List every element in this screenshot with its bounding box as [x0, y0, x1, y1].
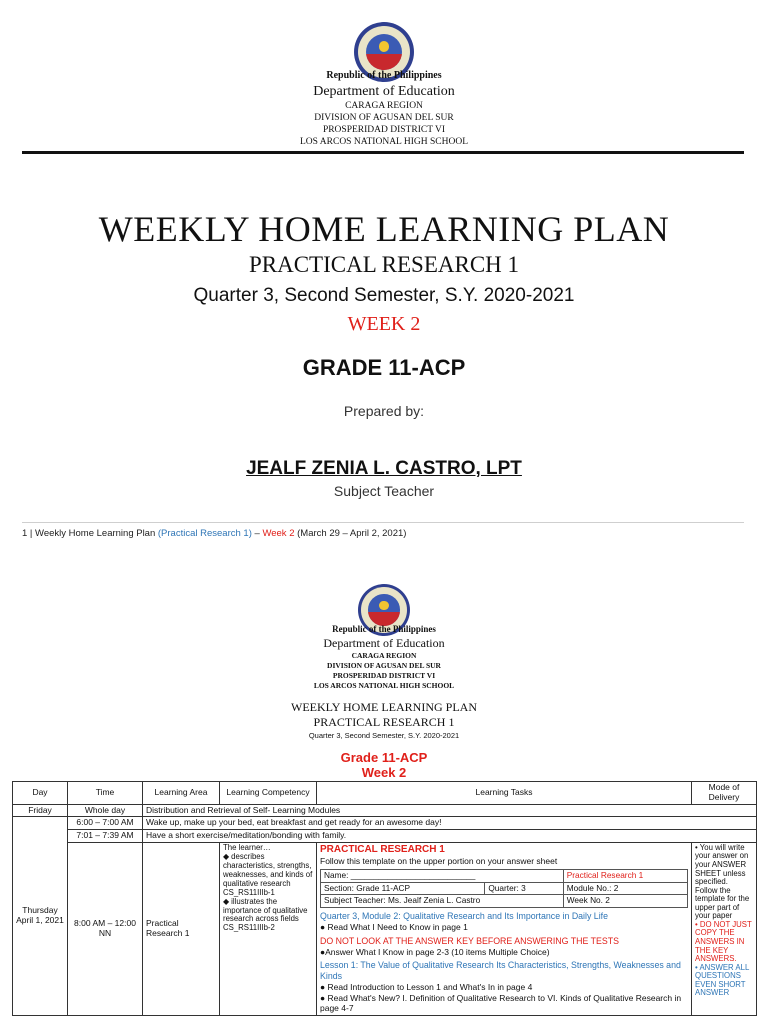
table-row: [13, 804, 757, 817]
department-label-2: Department of Education: [323, 636, 445, 650]
region-label-2: CARAGA REGION: [351, 651, 417, 660]
task-read-1: ● Read What I Need to Know in page 1: [320, 921, 468, 932]
friday-task: Distribution and Retrieval of Self- Learning Modules: [143, 804, 757, 817]
main-time: 8:00 AM – 12:00 NN: [68, 842, 143, 1015]
district-label: PROSPERIDAD DISTRICT VI: [322, 125, 446, 135]
footer-week: Week 2: [262, 528, 295, 539]
template-subject: Practical Research 1: [563, 870, 687, 883]
plan-title-2: WEEKLY HOME LEARNING PLAN: [291, 700, 477, 714]
footer-subject: (Practical Research 1): [157, 528, 252, 539]
footer-dates: (March 29 – April 2, 2021): [294, 528, 407, 539]
header-day: Day: [13, 782, 68, 805]
delivery-note-2: Follow the template for the upper part of your paper: [695, 885, 750, 921]
competency-item-1: ◆ describes characteristics, strengths, weaknesses, and kinds of qualitative research: [223, 851, 313, 888]
main-tasks: [317, 842, 692, 1015]
main-delivery: [692, 842, 757, 1015]
district-label-2: PROSPERIDAD DISTRICT VI: [332, 671, 436, 680]
table-header-row: [13, 782, 757, 805]
delivery-note-1: • You will write your answer on your ANSWER SHEET unless specified.: [695, 842, 749, 887]
header-learning-competency: Learning Competency: [220, 782, 317, 805]
republic-label-2: Republic of the Philippines: [332, 624, 436, 634]
morning2-time: 7:01 – 7:39 AM: [68, 830, 143, 843]
answer-sheet-template: [320, 869, 688, 908]
morning1-task: Wake up, make up your bed, eat breakfast and get ready for an awesome day!: [143, 817, 757, 830]
department-label: Department of Education: [313, 84, 455, 99]
morning2-task: Have a short exercise/meditation/bonding with family.: [143, 830, 757, 843]
delivery-note-4: • ANSWER ALL QUESTIONS EVEN SHORT ANSWER: [695, 962, 750, 998]
week-label-2: Week 2: [361, 765, 407, 780]
division-label-2: DIVISION OF AGUSAN DEL SUR: [327, 661, 441, 670]
task-title: PRACTICAL RESEARCH 1: [320, 843, 445, 855]
module-title: Quarter 3, Module 2: Qualitative Research and Its Importance in Daily Life: [320, 910, 608, 921]
template-section: Section: Grade 11-ACP: [321, 882, 485, 895]
header-learning-tasks: Learning Tasks: [317, 782, 692, 805]
header-divider: [22, 151, 744, 154]
template-quarter: Quarter: 3: [485, 882, 563, 895]
footer-prefix: 1 | Weekly Home Learning Plan: [22, 528, 158, 539]
template-week: Week No. 2: [563, 895, 687, 908]
week-label: WEEK 2: [347, 313, 421, 335]
template-name: Name: ___________________________: [321, 870, 564, 883]
answer-key-warning: DO NOT LOOK AT THE ANSWER KEY BEFORE ANSWERING THE TESTS: [320, 935, 619, 946]
prepared-by-label: Prepared by:: [343, 403, 425, 419]
subject-title: PRACTICAL RESEARCH 1: [248, 252, 520, 277]
task-read-2: ● Read Introduction to Lesson 1 and What's In in page 4: [320, 981, 533, 992]
competency-item-2: ◆ illustrates the importance of qualitative research across fields: [223, 896, 308, 924]
friday-day: Friday: [13, 804, 68, 817]
table-row: [13, 830, 757, 843]
grade-label-2: Grade 11-ACP: [340, 750, 428, 765]
quarter-label-2: Quarter 3, Second Semester, S.Y. 2020-2021: [308, 731, 460, 740]
competency-intro: The learner…: [223, 842, 271, 852]
competency-code-2: CS_RS11IIIb-2: [223, 923, 275, 933]
footer-dash: –: [251, 528, 263, 539]
plan-title: WEEKLY HOME LEARNING PLAN: [98, 209, 670, 249]
delivery-note-3: • DO NOT JUST COPY THE ANSWERS IN THE KEY ANSWERS.: [695, 919, 752, 964]
task-read-3: ● Read What's New? I. Definition of Qualitative Research to VI. Kinds of Qualitative Research in page 4-7: [320, 993, 682, 1014]
footer-divider: [22, 522, 744, 523]
school-label: LOS ARCOS NATIONAL HIGH SCHOOL: [299, 137, 469, 147]
template-teacher: Subject Teacher: Ms. Jealf Zenia L. Castro: [321, 895, 564, 908]
header-time: Time: [68, 782, 143, 805]
lesson-1-title: Lesson 1: The Value of Qualitative Research Its Characteristics, Strengths, Weaknesses and Kinds: [320, 960, 681, 981]
region-label: CARAGA REGION: [345, 101, 423, 111]
task-follow-note: Follow this template on the upper portion on your answer sheet: [320, 856, 558, 867]
school-label-2: LOS ARCOS NATIONAL HIGH SCHOOL: [313, 681, 455, 690]
template-module: Module No.: 2: [563, 882, 687, 895]
learning-plan-table: [12, 781, 757, 1016]
header-mode-of-delivery: Mode of Delivery: [692, 782, 757, 805]
morning1-time: 6:00 – 7:00 AM: [68, 817, 143, 830]
main-area: Practical Research 1: [143, 842, 220, 1015]
friday-time: Whole day: [68, 804, 143, 817]
main-day-text: Thursday April 1, 2021: [16, 905, 64, 926]
competency-code-1: CS_RS11IIIb-1: [223, 887, 275, 897]
table-row: [13, 817, 757, 830]
republic-label: Republic of the Philippines: [326, 70, 442, 81]
quarter-label: Quarter 3, Second Semester, S.Y. 2020-2021: [193, 285, 575, 306]
subject-title-2: PRACTICAL RESEARCH 1: [313, 715, 455, 729]
table-row: [13, 842, 757, 1015]
main-competency: [220, 842, 317, 1015]
teacher-name: JEALF ZENIA L. CASTRO, LPT: [246, 458, 522, 479]
page-footer: [22, 528, 406, 539]
teacher-role: Subject Teacher: [333, 483, 435, 499]
main-day: [13, 817, 68, 1016]
header-learning-area: Learning Area: [143, 782, 220, 805]
grade-label: GRADE 11-ACP: [302, 355, 466, 380]
task-answer-1: ●Answer What I Know in page 2-3 (10 items Multiple Choice): [320, 946, 550, 957]
division-label: DIVISION OF AGUSAN DEL SUR: [314, 113, 454, 123]
